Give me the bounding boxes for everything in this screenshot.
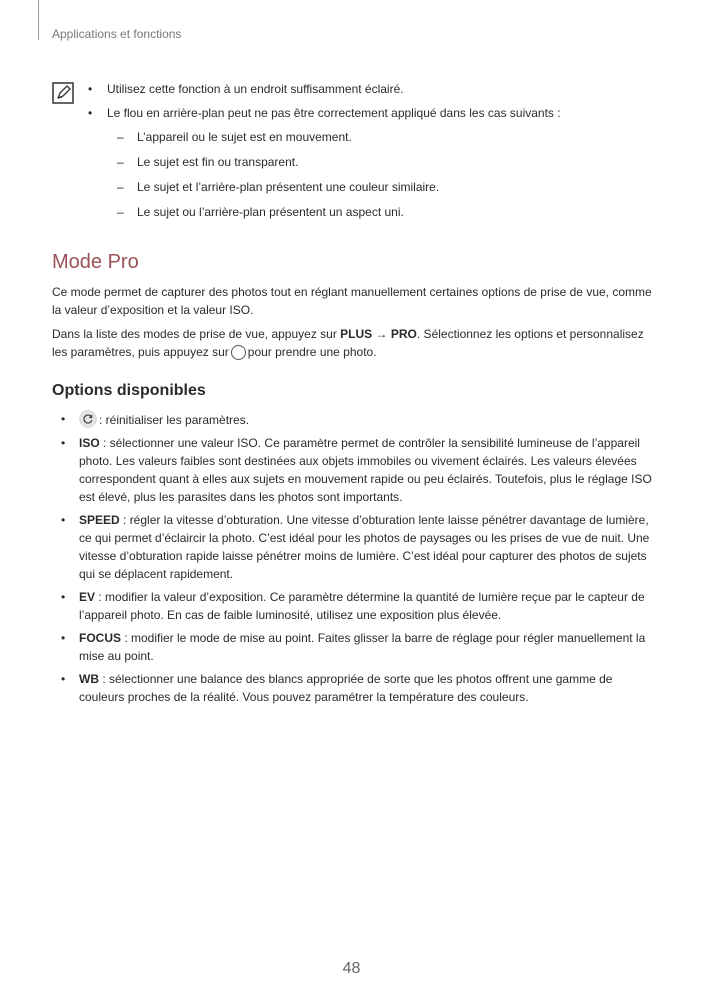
- arrow: →: [375, 327, 388, 341]
- reset-icon: [79, 410, 97, 428]
- note-subitem: – Le sujet est fin ou transparent.: [88, 153, 668, 171]
- option-text: : sélectionner une balance des blancs appropriée de sorte que les photos offrent une gamme de couleurs proches de la réalité. Vous pouvez paramétrer la température des couleurs.: [79, 672, 613, 704]
- instruction-prefix: Dans la liste des modes de prise de vue, appuyez sur: [52, 327, 341, 341]
- option-text: : modifier la valeur d’exposition. Ce paramètre détermine la quantité de lumière reçue par le capteur de l’appareil photo. En cas de faible luminosité, utilisez une exposition plus élevée.: [79, 590, 645, 622]
- instruction-mid: . Sélectionnez les options et personnalisez les paramètres, puis appuyez sur: [52, 327, 644, 359]
- option-key: EV: [79, 590, 96, 604]
- option-speed: [52, 511, 660, 583]
- option-wb: [52, 670, 660, 706]
- option-reset: [52, 410, 660, 429]
- option-text: : régler la vitesse d’obturation. Une vitesse d’obturation lente laisse pénétrer davantage de lumière, ce qui permet d’éclaircir la photo. C’est idéal pour les photos de paysages ou les prises de vue de nuit. Une vitesse d’obturation rapide laisse pénétrer moins de lumière. C’est idéal pour capturer des photos de sujets qui se déplacent rapidement.: [79, 513, 650, 581]
- note-subitem: – Le sujet et l’arrière-plan présentent une couleur similaire.: [88, 178, 668, 196]
- option-text: : réinitialiser les paramètres.: [99, 413, 250, 427]
- shutter-icon: [231, 345, 246, 360]
- instruction-paragraph: [52, 325, 660, 361]
- option-key: SPEED: [79, 513, 120, 527]
- note-subitem: – Le sujet ou l’arrière-plan présentent un aspect uni.: [88, 203, 668, 221]
- option-text: : sélectionner une valeur ISO. Ce paramètre permet de contrôler la sensibilité lumineuse de l’appareil photo. Les valeurs faibles sont destinées aux objets immobiles ou vivement éclairés. Les valeurs élevées correspondent quant à elles aux sujets en mouvement rapide ou peu éclairés. Toutefois, plus le réglage ISO est élevé, plus les parasites dans les photos sont importants.: [79, 436, 652, 504]
- note-block: [88, 80, 668, 228]
- section-title: Mode Pro: [52, 251, 139, 273]
- option-ev: [52, 588, 660, 624]
- header-divider: [38, 0, 39, 40]
- note-bullet: • Utilisez cette fonction à un endroit suffisamment éclairé.: [88, 80, 668, 98]
- note-icon: [52, 82, 74, 104]
- option-iso: [52, 434, 660, 506]
- page-number: 48: [342, 960, 361, 977]
- option-text: : modifier le mode de mise au point. Faites glisser la barre de réglage pour régler manuellement la mise au point.: [79, 631, 646, 663]
- option-key: FOCUS: [79, 631, 121, 645]
- instruction-suffix: pour prendre une photo.: [247, 345, 377, 359]
- plus-label: PLUS: [340, 327, 373, 341]
- pro-label: PRO: [390, 327, 417, 341]
- intro-paragraph: Ce mode permet de capturer des photos tout en réglant manuellement certaines options de prise de vue, comme la valeur d’exposition et la valeur ISO.: [52, 285, 652, 317]
- section-header: Applications et fonctions: [52, 27, 182, 41]
- option-key: WB: [79, 672, 99, 686]
- option-key: ISO: [79, 436, 100, 450]
- options-list: [52, 410, 660, 711]
- note-subitem: – L’appareil ou le sujet est en mouvement.: [88, 128, 668, 146]
- options-heading: Options disponibles: [52, 382, 206, 399]
- note-bullet: • Le flou en arrière-plan peut ne pas être correctement appliqué dans les cas suivants :: [88, 104, 668, 122]
- option-focus: [52, 629, 660, 665]
